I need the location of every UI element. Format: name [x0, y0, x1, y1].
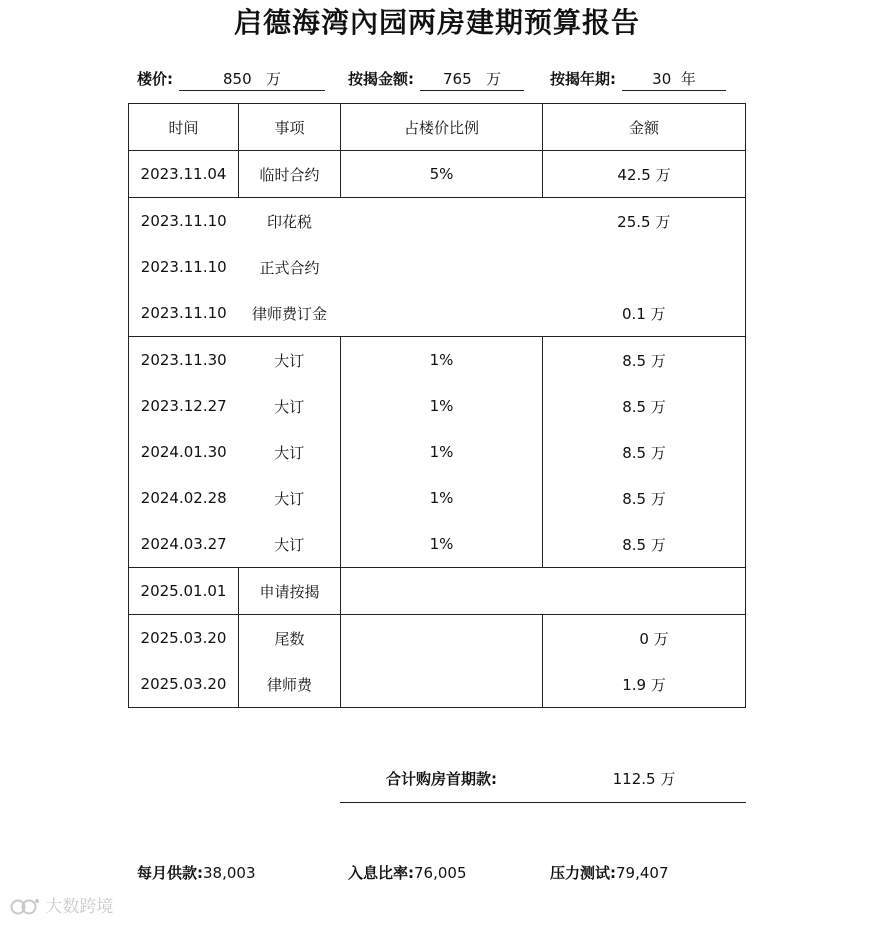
row-ratio: 1%	[341, 383, 543, 429]
row-ratio: 1%	[341, 521, 543, 568]
row-date: 2023.11.10	[129, 290, 239, 337]
income-value: 76,005	[414, 864, 467, 882]
report-title: 启德海湾內园两房建期预算报告	[233, 6, 640, 39]
row-amount: 8.5 万	[543, 429, 746, 475]
income-label: 入息比率:	[348, 864, 414, 882]
table-row	[129, 337, 746, 384]
row-date: 2025.01.01	[129, 568, 239, 615]
table-row	[129, 521, 746, 568]
table-row	[129, 151, 746, 198]
row-item: 律师费	[239, 661, 341, 708]
budget-table	[128, 103, 746, 708]
income-ratio	[348, 860, 467, 886]
row-ratio	[341, 615, 543, 662]
price-label: 楼价:	[137, 70, 173, 88]
table-row	[129, 615, 746, 662]
mortgage-info	[348, 66, 524, 92]
price-info	[137, 66, 325, 92]
row-date: 2025.03.20	[129, 615, 239, 662]
row-ratio	[341, 661, 543, 708]
row-item: 律师费订金	[239, 290, 341, 337]
header-ratio: 占楼价比例	[341, 104, 543, 151]
mortgage-value: 765	[443, 70, 472, 88]
price-field	[179, 66, 325, 91]
row-ratio: 1%	[341, 429, 543, 475]
row-ratio	[341, 198, 543, 245]
row-amount: 0.1 万	[543, 290, 746, 337]
row-amount: 25.5 万	[543, 198, 746, 245]
table-row	[129, 244, 746, 290]
row-amount: 8.5 万	[543, 521, 746, 568]
row-date: 2023.11.30	[129, 337, 239, 384]
total-value: 112.5 万	[612, 770, 676, 788]
mortgage-label: 按揭金额:	[348, 70, 414, 88]
watermark-text: 大数跨境	[45, 897, 114, 917]
row-item: 临时合约	[239, 151, 341, 198]
years-value: 30	[652, 70, 672, 88]
row-date: 2023.11.04	[129, 151, 239, 198]
row-item: 大订	[239, 337, 341, 384]
row-item: 印花税	[239, 198, 341, 245]
table-row	[129, 290, 746, 337]
row-amount: 8.5 万	[543, 475, 746, 521]
row-date: 2023.12.27	[129, 383, 239, 429]
price-value: 850	[223, 70, 252, 88]
monthly-value: 38,003	[203, 864, 256, 882]
table-row	[129, 475, 746, 521]
row-amount: 1.9 万	[543, 661, 746, 708]
row-amount: 0 万	[543, 615, 746, 662]
row-date: 2023.11.10	[129, 198, 239, 245]
header-date: 时间	[129, 104, 239, 151]
row-date: 2025.03.20	[129, 661, 239, 708]
table-header-row	[129, 104, 746, 151]
row-ratio	[341, 244, 543, 290]
row-amount	[543, 244, 746, 290]
row-item: 大订	[239, 383, 341, 429]
row-ratio: 5%	[341, 151, 543, 198]
row-item: 申请按揭	[239, 568, 341, 615]
table-row	[129, 661, 746, 708]
header-amount: 金额	[543, 104, 746, 151]
row-item: 大订	[239, 429, 341, 475]
mortgage-unit: 万	[485, 70, 501, 88]
table-row	[129, 568, 746, 615]
table-row	[129, 198, 746, 245]
table-row	[129, 429, 746, 475]
total-label: 合计购房首期款:	[386, 770, 497, 788]
row-item: 尾数	[239, 615, 341, 662]
watermark	[10, 893, 113, 921]
monthly-payment	[137, 860, 256, 886]
header-item: 事项	[239, 104, 341, 151]
row-amount	[543, 568, 746, 615]
row-date: 2024.01.30	[129, 429, 239, 475]
mortgage-field	[420, 66, 524, 91]
brand-logo-icon	[10, 896, 40, 918]
price-unit: 万	[265, 70, 281, 88]
stress-test	[550, 860, 669, 886]
years-unit: 年	[680, 70, 696, 88]
row-amount: 8.5 万	[543, 383, 746, 429]
row-date: 2024.02.28	[129, 475, 239, 521]
table-row	[129, 383, 746, 429]
row-date: 2024.03.27	[129, 521, 239, 568]
years-info	[550, 66, 726, 92]
row-amount: 8.5 万	[543, 337, 746, 384]
row-item: 正式合约	[259, 258, 320, 277]
row-item: 大订	[239, 521, 341, 568]
row-ratio	[341, 568, 543, 615]
years-label: 按揭年期:	[550, 70, 616, 88]
row-ratio	[341, 290, 543, 337]
row-amount: 42.5 万	[543, 151, 746, 198]
stress-label: 压力测试:	[550, 864, 616, 882]
row-date: 2023.11.10	[129, 244, 239, 290]
row-ratio: 1%	[341, 475, 543, 521]
years-field	[622, 66, 726, 91]
row-ratio: 1%	[341, 337, 543, 384]
row-item: 大订	[239, 475, 341, 521]
monthly-label: 每月供款:	[137, 864, 203, 882]
total-underline	[340, 802, 746, 803]
stress-value: 79,407	[616, 864, 669, 882]
